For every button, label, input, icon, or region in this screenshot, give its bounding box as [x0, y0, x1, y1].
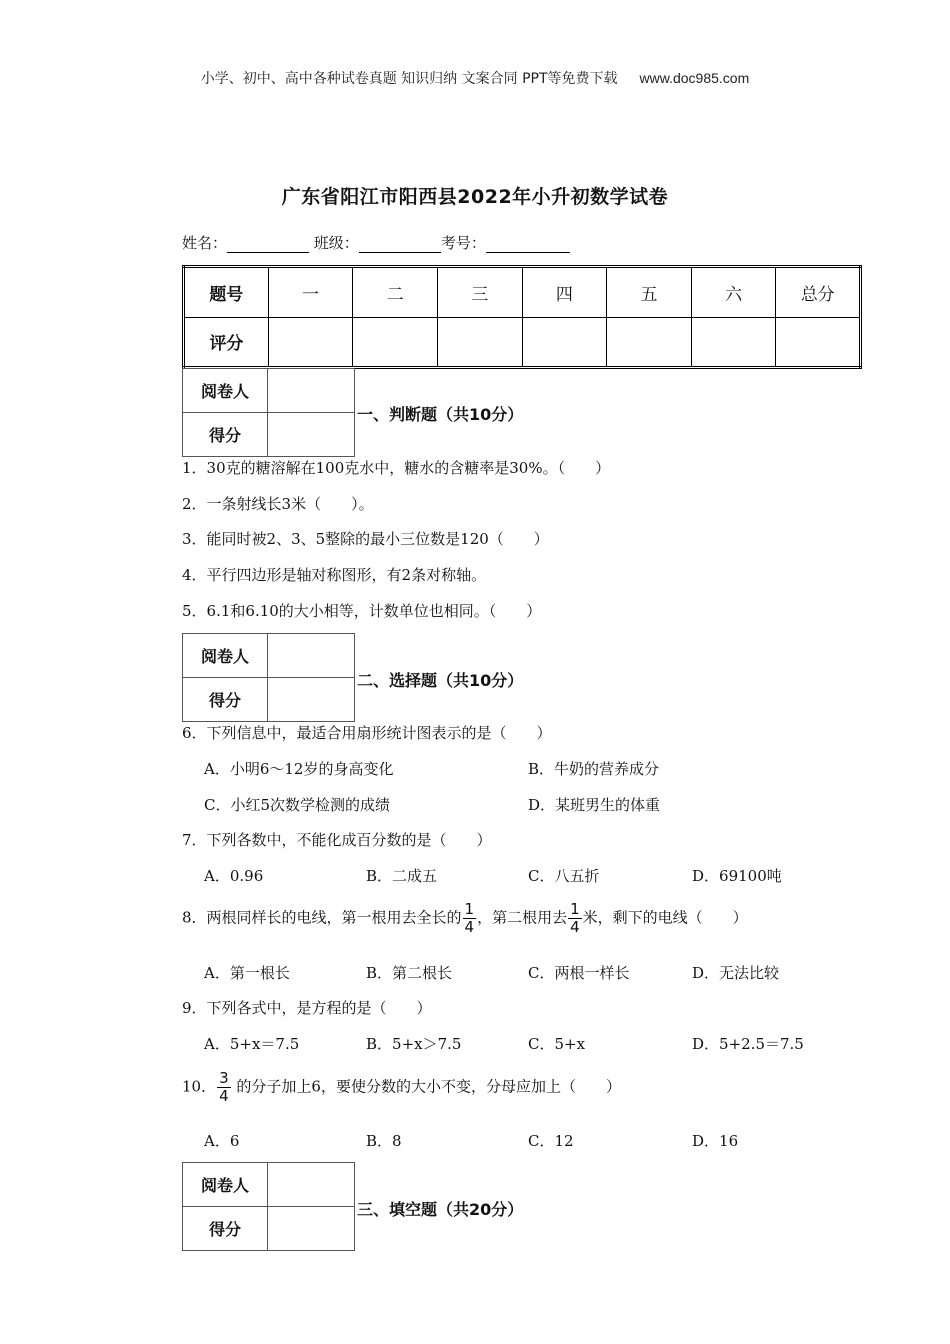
- option-a[interactable]: A．6: [204, 1132, 240, 1150]
- name-label: 姓名：: [182, 234, 228, 252]
- option-b[interactable]: B．8: [366, 1132, 402, 1150]
- question-2: 2．一条射线长3米（ ）。: [182, 495, 374, 513]
- score-table: [182, 265, 862, 369]
- fraction: [568, 901, 582, 936]
- option-c[interactable]: C．12: [528, 1132, 574, 1150]
- score-header-cell: 五: [607, 267, 692, 318]
- option-d[interactable]: D．16: [692, 1132, 739, 1150]
- exam-no-blank[interactable]: [486, 238, 570, 253]
- score-header-cell: 总分: [776, 267, 861, 318]
- class-label: 班级：: [313, 234, 359, 252]
- reviewer-label: 阅卷人: [183, 1163, 268, 1207]
- reviewer-cell[interactable]: [268, 634, 355, 678]
- grader-box: [182, 368, 355, 457]
- score-entry-cell[interactable]: [268, 1207, 355, 1251]
- question-7: 7．下列各数中，不能化成百分数的是（ ）: [182, 831, 492, 849]
- question-1: 1．30克的糖溶解在100克水中，糖水的含糖率是30%。（ ）: [182, 459, 611, 477]
- question-5: 5．6.1和6.10的大小相等，计数单位也相同。（ ）: [182, 602, 542, 620]
- score-label: 得分: [183, 413, 268, 457]
- fraction: [463, 901, 477, 936]
- fraction-denominator: 4: [570, 918, 580, 936]
- option-c[interactable]: C．小红5次数学检测的成绩: [204, 796, 391, 814]
- score-entry-cell[interactable]: [268, 413, 355, 457]
- fraction-numerator: 1: [464, 900, 475, 918]
- option-b[interactable]: B．第二根长: [366, 964, 453, 982]
- option-d[interactable]: D．5+2.5＝7.5: [692, 1035, 804, 1053]
- fraction-denominator: 4: [219, 1087, 229, 1105]
- section-title: 三、填空题（共20分）: [357, 1200, 524, 1219]
- option-a[interactable]: A．5+x＝7.5: [204, 1035, 300, 1053]
- question-10-text: 的分子加上6，要使分数的大小不变，分母应加上（ ）: [231, 1077, 621, 1096]
- score-cell[interactable]: [353, 317, 438, 368]
- grader-box: [182, 1162, 355, 1251]
- question-8: [182, 901, 748, 936]
- page-header: [0, 68, 950, 88]
- question-6: 6．下列信息中，最适合用扇形统计图表示的是（ ）: [182, 724, 552, 742]
- fraction-denominator: 4: [464, 918, 475, 936]
- option-a[interactable]: A．0.96: [204, 867, 264, 885]
- score-cell[interactable]: [607, 317, 692, 368]
- score-entry-cell[interactable]: [268, 678, 355, 722]
- question-8-part3: 米，剩下的电线（ ）: [582, 908, 748, 927]
- exam-no-label: 考号：: [440, 234, 486, 252]
- section-title: 一、判断题（共10分）: [357, 405, 524, 424]
- reviewer-label: 阅卷人: [183, 369, 268, 413]
- question-9: 9．下列各式中，是方程的是（ ）: [182, 999, 432, 1017]
- score-label: 得分: [183, 678, 268, 722]
- section-title: 二、选择题（共10分）: [357, 671, 524, 690]
- header-text: 小学、初中、高中各种试卷真题 知识归纳 文案合同 PPT等免费下载: [200, 71, 618, 87]
- option-a[interactable]: A．小明6～12岁的身高变化: [204, 760, 394, 778]
- header-site-link[interactable]: www.doc985.com: [639, 70, 750, 86]
- score-cell[interactable]: [437, 317, 522, 368]
- score-header-cell: 四: [522, 267, 607, 318]
- score-row-label: 评分: [184, 317, 269, 368]
- exam-title: 广东省阳江市阳西县2022年小升初数学试卷: [281, 186, 669, 208]
- reviewer-cell[interactable]: [268, 369, 355, 413]
- option-c[interactable]: C．八五折: [528, 867, 600, 885]
- class-blank[interactable]: [359, 238, 441, 253]
- score-header-cell: 二: [353, 267, 438, 318]
- option-d[interactable]: D．69100吨: [692, 867, 782, 885]
- question-10-prefix: 10．: [182, 1077, 217, 1096]
- option-a[interactable]: A．第一根长: [204, 964, 290, 982]
- name-blank[interactable]: [227, 238, 309, 253]
- question-8-part1: 8．两根同样长的电线，第一根用去全长的: [182, 908, 462, 927]
- score-label: 得分: [183, 1207, 268, 1251]
- reviewer-cell[interactable]: [268, 1163, 355, 1207]
- option-d[interactable]: D．无法比较: [692, 964, 780, 982]
- score-cell[interactable]: [776, 317, 861, 368]
- option-b[interactable]: B．二成五: [366, 867, 438, 885]
- score-header-cell: 题号: [184, 267, 269, 318]
- score-header-cell: 六: [691, 267, 776, 318]
- score-table-row: [184, 317, 861, 368]
- question-10: [182, 1070, 621, 1105]
- score-cell[interactable]: [691, 317, 776, 368]
- option-b[interactable]: B．牛奶的营养成分: [528, 760, 660, 778]
- question-4: 4．平行四边形是轴对称图形，有2条对称轴。: [182, 566, 487, 584]
- question-8-part2: ，第二根用去: [477, 908, 568, 927]
- option-d[interactable]: D．某班男生的体重: [528, 796, 661, 814]
- student-info-line: [182, 232, 570, 253]
- score-header-cell: 三: [437, 267, 522, 318]
- option-c[interactable]: C．5+x: [528, 1035, 586, 1053]
- fraction-numerator: 3: [219, 1069, 229, 1087]
- score-cell[interactable]: [522, 317, 607, 368]
- option-c[interactable]: C．两根一样长: [528, 964, 630, 982]
- option-b[interactable]: B．5+x＞7.5: [366, 1035, 462, 1053]
- fraction-numerator: 1: [570, 900, 580, 918]
- score-table-header-row: [184, 267, 861, 318]
- score-header-cell: 一: [268, 267, 353, 318]
- reviewer-label: 阅卷人: [183, 634, 268, 678]
- grader-box: [182, 633, 355, 722]
- score-cell[interactable]: [268, 317, 353, 368]
- fraction: [217, 1070, 231, 1105]
- question-3: 3．能同时被2、3、5整除的最小三位数是120（ ）: [182, 530, 549, 548]
